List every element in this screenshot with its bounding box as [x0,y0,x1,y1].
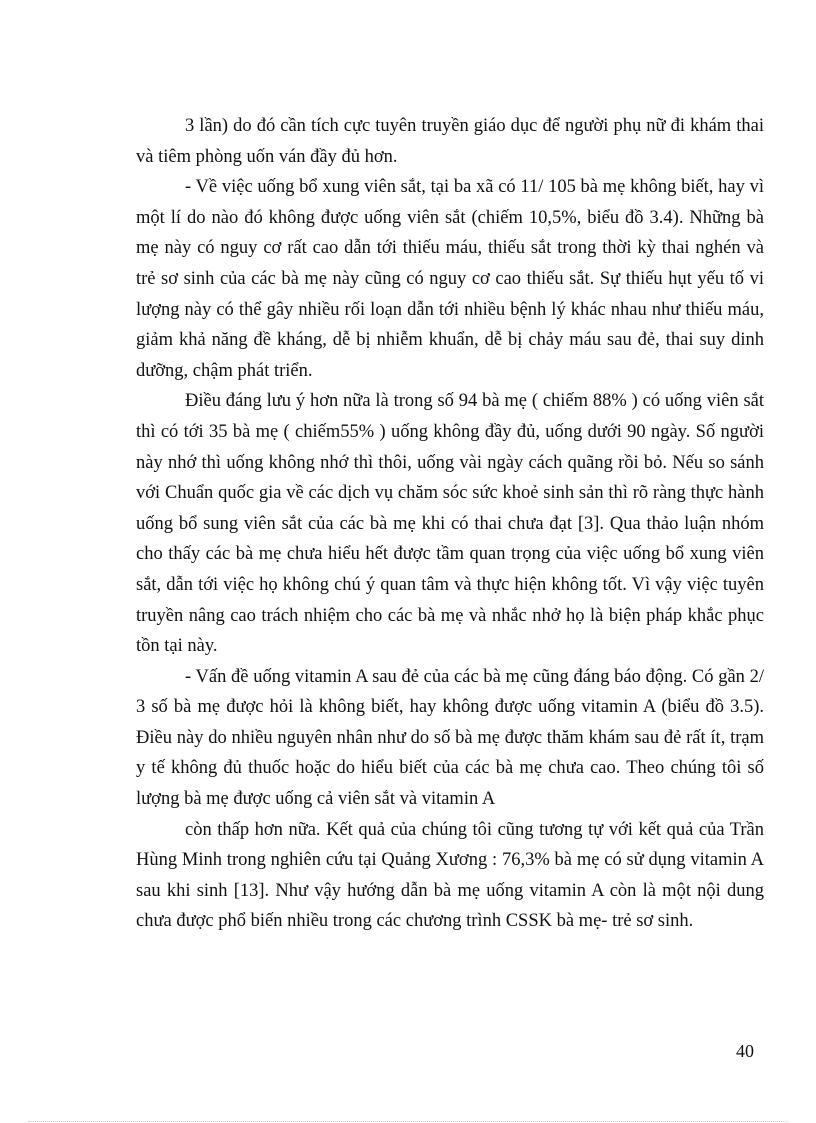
paragraph-vitamin-a-results: còn thấp hơn nữa. Kết quả của chúng tôi cũng tương tự với kết quả của Trần Hùng Minh trong nghiên cứu tại Quảng Xương : 76,3% bà mẹ có sử dụng vitamin A sau khi sinh [13]. Như vậy hướng dẫn bà mẹ uống vitamin A còn là một nội dung chưa được phổ biến nhiều trong các chương trình CSSK bà mẹ- trẻ sơ sinh. [136,819,764,932]
paragraph-continuation: 3 lần) do đó cần tích cực tuyên truyền giáo dục để người phụ nữ đi khám thai và tiêm phòng uốn ván đầy đủ hơn. [136,116,764,167]
paragraph-iron-supplement: - Về việc uống bổ xung viên sắt, tại ba xã có 11/ 105 bà mẹ không biết, hay vì một lí do nào đó không được uống viên sắt (chiếm 10,5%, biểu đồ 3.4). Những bà mẹ này có nguy cơ rất cao dẫn tới thiếu máu, thiếu sắt trong thời kỳ thai nghén và trẻ sơ sinh của các bà mẹ này cũng có nguy cơ cao thiếu sắt. Sự thiếu hụt yếu tố vi lượng này có thể gây nhiều rối loạn dẫn tới nhiều bệnh lý khác nhau như thiếu máu, giảm khả năng đề kháng, dễ bị nhiễm khuẩn, dễ bị chảy máu sau đẻ, thai suy dinh dưỡng, chậm phát triển. [136,177,764,381]
body-text [136,111,764,937]
paragraph-vitamin-a: - Vấn đề uống vitamin A sau đẻ của các bà mẹ cũng đáng báo động. Có gần 2/ 3 số bà mẹ được hỏi là không biết, hay không được uống vitamin A (biểu đồ 3.5). Điều này do nhiều nguyên nhân như do số bà mẹ được thăm khám sau đẻ rất ít, trạm y tế không đủ thuốc hoặc do hiểu biết của các bà mẹ chưa cao. Theo chúng tôi số lượng bà mẹ được uống cả viên sắt và vitamin A [136,666,764,810]
page-number: 40 [736,1041,754,1061]
paragraph-iron-compliance: Điều đáng lưu ý hơn nữa là trong số 94 bà mẹ ( chiếm 88% ) có uống viên sắt thì có tới 35 bà mẹ ( chiếm55% ) uống không đầy đủ, uống dưới 90 ngày. Số người này nhớ thì uống không nhớ thì thôi, uống vài ngày cách quãng rồi bỏ. Nếu so sánh với Chuẩn quốc gia về các dịch vụ chăm sóc sức khoẻ sinh sản thì rõ ràng thực hành uống bổ sung viên sắt của các bà mẹ khi có thai chưa đạt [3]. Qua thảo luận nhóm cho thấy các bà mẹ chưa hiểu hết được tầm quan trọng của việc uống bổ xung viên sắt, dẫn tới việc họ không chú ý quan tâm và thực hiện không tốt. Vì vậy việc tuyên truyền nâng cao trách nhiệm cho các bà mẹ và nhắc nhở họ là biện pháp khắc phục tồn tại này. [136,391,764,657]
footer-divider [28,1121,788,1122]
